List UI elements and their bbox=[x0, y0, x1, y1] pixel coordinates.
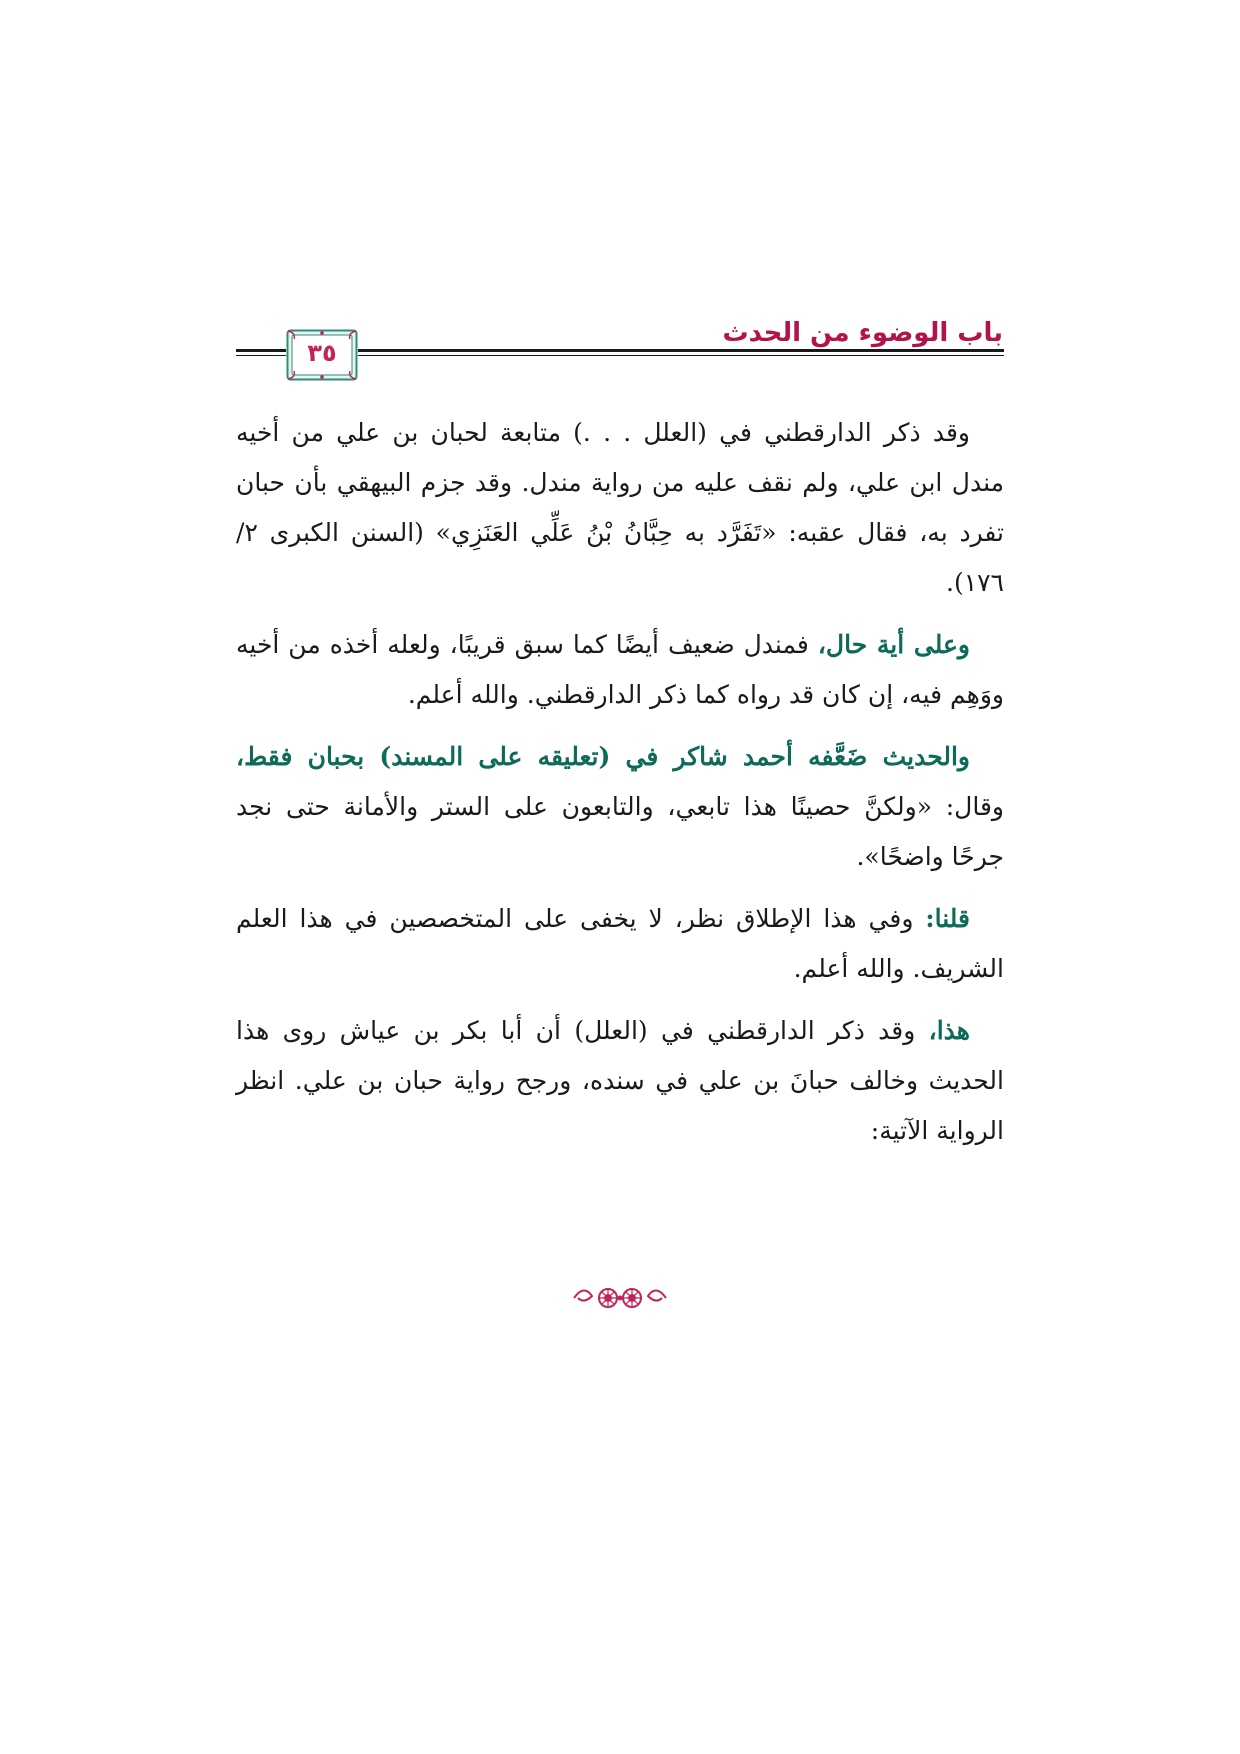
paragraph-5 bbox=[236, 1006, 1004, 1156]
paragraph-3-lead: والحديث ضَعَّفه أحمد شاكر في (تعليقه على المسند) بحبان فقط، bbox=[236, 742, 970, 771]
paragraph-2-lead: وعلى أية حال، bbox=[817, 630, 970, 659]
page-number: ٣٥ bbox=[307, 339, 337, 367]
paragraph-5-lead: هذا، bbox=[928, 1016, 970, 1045]
paragraph-4-lead: قلنا: bbox=[925, 904, 970, 933]
floral-divider-icon bbox=[570, 1278, 670, 1318]
paragraph-4-text: وفي هذا الإطلاق نظر، لا يخفى على المتخصصين في هذا العلم الشريف. والله أعلم. bbox=[236, 904, 1004, 983]
main-text bbox=[236, 408, 1004, 1168]
paragraph-1-text: وقد ذكر الدارقطني في (العلل . . .) متابعة لحبان بن علي من أخيه مندل ابن علي، ولم نقف عليه من رواية مندل. وقد جزم البيهقي بأن حبان تفرد به، فقال عقبه: «تَفَرَّد به حِبَّانُ بْنُ عَلِّي العَنَزِي» (السنن الكبرى ٢/ ١٧٦). bbox=[236, 418, 1004, 597]
paragraph-5-text: وقد ذكر الدارقطني في (العلل) أن أبا بكر بن عياش روى هذا الحديث وخالف حبانَ بن علي في سنده، ورجح رواية حبان بن علي. انظر الرواية الآتية: bbox=[236, 1016, 1004, 1145]
paragraph-3-text: وقال: «ولكنَّ حصينًا هذا تابعي، والتابعون على الستر والأمانة حتى نجد جرحًا واضحًا». bbox=[236, 792, 1004, 871]
paragraph-2-text: فمندل ضعيف أيضًا كما سبق قريبًا، ولعله أخذه من أخيه ووَهِم فيه، إن كان قد رواه كما ذكر الدارقطني. والله أعلم. bbox=[236, 630, 1004, 709]
chapter-title: باب الوضوء من الحدث bbox=[722, 318, 1003, 348]
page-number-badge bbox=[286, 329, 358, 381]
paragraph-2 bbox=[236, 620, 1004, 720]
paragraph-1 bbox=[236, 408, 1004, 608]
paragraph-3 bbox=[236, 732, 1004, 882]
paragraph-4 bbox=[236, 894, 1004, 994]
